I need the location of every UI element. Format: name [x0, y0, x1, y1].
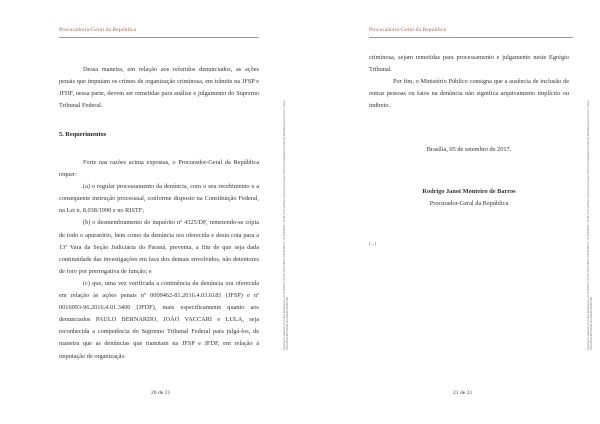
page-number: 20 de 21 [151, 390, 171, 396]
header-divider [59, 37, 259, 38]
body-block-continuation [369, 52, 569, 112]
document-page-21 [300, 0, 600, 424]
ellipsis-mark: (...) [369, 242, 377, 247]
paragraph-requests-intro: Forte nas razões acima expostas, o Procurador-Geral da República requer: [59, 159, 259, 179]
date-line: Brasília, 05 de setembro de 2017. [426, 146, 512, 153]
paragraph-final: Por fim, o Ministério Público consigna que a ausência de inclusão de outras pessoas ou fatos na denúncia não significa arquivamento implícito ou indireto. [369, 78, 569, 110]
signature-sidebar [283, 60, 299, 350]
signature-sidebar-text: Documento assinado via Token digitalmente por RODRIGO JANOT MONTEIRO DE BARROS, em 05/09/2017 18:49. Para verificar a assinatura acesse http://www.transparencia.mpf.mp.br/validacaodocumento. Chave 5A3C2B1D.8E7F6A5B.9C0D1E2F.3A4B5C6D [283, 100, 290, 350]
signature-sidebar-text: Documento assinado via Token digitalmente por RODRIGO JANOT MONTEIRO DE BARROS, em 05/09/2017 18:49. Para verificar a assinatura acesse http://www.transparencia.mpf.mp.br/validacaodocumento. Chave 5A3C2B1D.8E7F6A5B.9C0D1E2F.3A4B5C6D [587, 100, 594, 350]
page-number: 21 de 21 [453, 390, 473, 396]
signer-title: Procurador-Geral da República [429, 200, 509, 208]
paragraph-request-c: (c) que, uma vez verificada a continência da denúncia ora oferecida em relação às ações penais nº 0009462-81.2016.4.03.6181 (JFSP) e nº 0016093-96.2016.4.01.3400 (JFDF), mais especificamente quanto aos denunciados PAULO BERNARDO, JOÃO VACCARI e LULA, seja reconhecida a competência do Supremo Tribunal Federal para julgá-los, de maneira que as denúncias que tramitam na JFSP e JFDF, em relação à imputação de organização [59, 279, 259, 360]
paragraph-continuation: criminosa, sejam remetidas para processamento e julgamento neste Egrégio Tribunal. [369, 54, 569, 74]
header-divider [369, 37, 573, 38]
page-header: Procuradoria-Geral da República [59, 27, 137, 33]
section-title: 5. Requerimentos [59, 131, 107, 138]
paragraph-request-b: (b) o desmembramento do inquérito nº 4325/DF, remetendo-se cópia de todo o apuratório, bem como da denúncia ora oferecida e desta cota para a 13ª Vara da Seção Judiciária do Paraná, preventa, a fim de que seja dada continuidade das investigações em face dos demais envolvidos, não detentores de foro por prerrogativa de função; e [59, 219, 259, 275]
paragraph-request-a: (a) o regular processamento da denúncia, com o seu recebimento e a consequente instrução processual, conforme disposto na Constituição Federal, na Lei n. 8.038/1990 e no RISTF; [59, 183, 259, 215]
page-header: Procuradoria-Geral da República [369, 27, 447, 33]
body-block-requests [59, 157, 259, 363]
paragraph-intro: Dessa maneira, em relação aos referidos denunciados, as ações penais que imputam os crimes de organização criminosa, em trâmite na JFSP e JFDF, nessa parte, devem ser remetidas para análise e julgamento do Supremo Tribunal Federal. [59, 66, 259, 110]
signer-name: Rodrigo Janot Monteiro de Barros [422, 188, 516, 195]
date-block [369, 144, 569, 156]
body-block-intro [59, 64, 259, 112]
signature-sidebar [587, 60, 600, 350]
signature-block [369, 186, 569, 210]
